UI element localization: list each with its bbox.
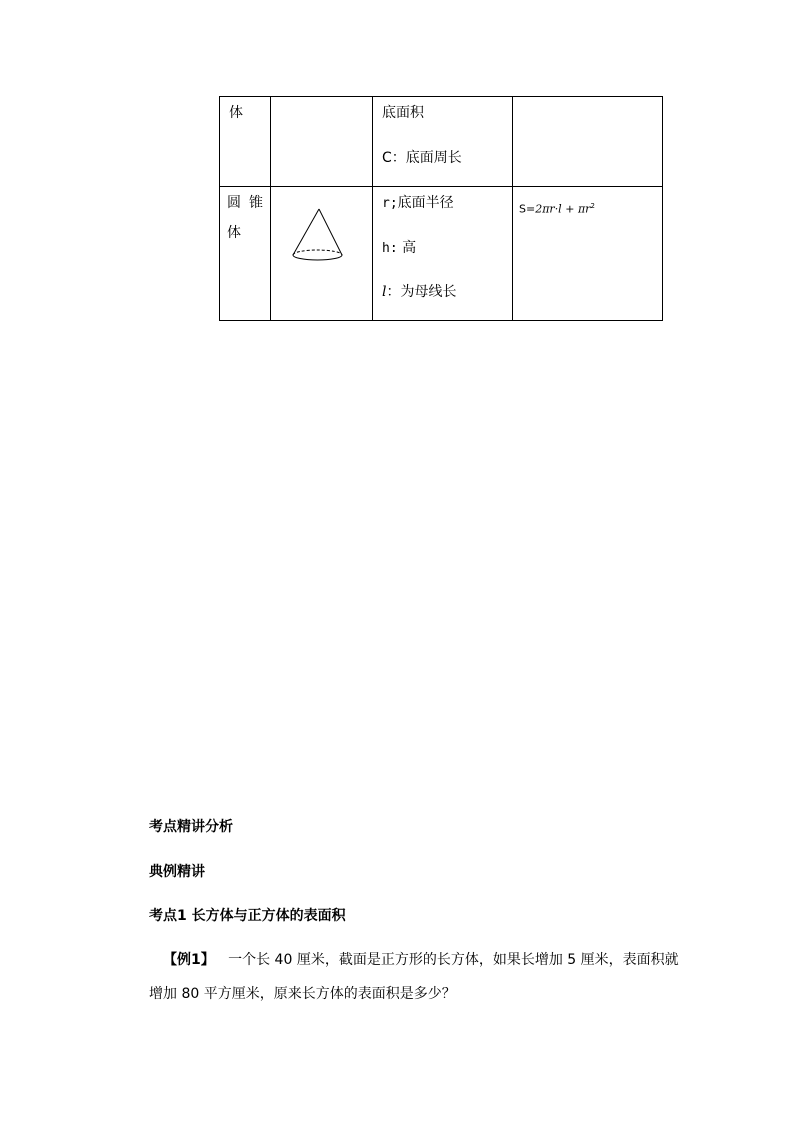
example-line1 [163,949,679,969]
formula-term1: 2πr·l [535,202,562,216]
var-r-desc: 底面半径 [397,195,454,211]
topic-title: 考点1 长方体与正方体的表面积 [149,908,346,924]
example-text-1: 一个长 40 厘米，截面是正方形的长方体，如果长增加 5 厘米，表面积就 [228,952,679,968]
variable-base-area: 底面积 [382,105,424,121]
formula-term2: πr [577,202,591,216]
variable-slant [382,284,456,300]
var-r: r; [382,196,398,211]
solid-name-char: 体 [227,225,241,241]
solid-name-char: 圆 [227,195,241,211]
formula-prefix: S= [519,202,536,216]
var-l-desc: ：为母线长 [386,284,457,300]
formula-exponent: 2 [590,202,595,210]
solid-name-cell [220,97,271,187]
variable-radius [382,195,454,212]
formula-plus: + [561,202,578,216]
variable-base-perimeter: C：底面周长 [382,150,462,166]
formula-cell [513,187,663,321]
sub-title: 典例精讲 [149,864,205,880]
section-title: 考点精讲分析 [149,819,233,835]
solid-name: 体 [229,105,243,121]
formula-cell [513,97,663,187]
solid-name-char: 锥 [249,195,263,211]
table-row [220,97,663,187]
cone-surface-formula [519,202,595,216]
variables-cell [373,97,513,187]
variable-height [382,240,416,257]
table-row [220,187,663,321]
solid-image-cell [271,187,373,321]
example-label: 【例1】 [163,952,215,968]
example-line2: 增加 80 平方厘米，原来长方体的表面积是多少？ [149,986,456,1002]
var-h-desc: 高 [402,240,417,256]
var-h: h: [382,241,398,256]
cone-icon [271,187,372,320]
variables-cell [373,187,513,321]
solid-name-cell [220,187,271,321]
solid-image-cell [271,97,373,187]
solids-formula-table [219,96,663,321]
var-l: l [382,284,387,300]
